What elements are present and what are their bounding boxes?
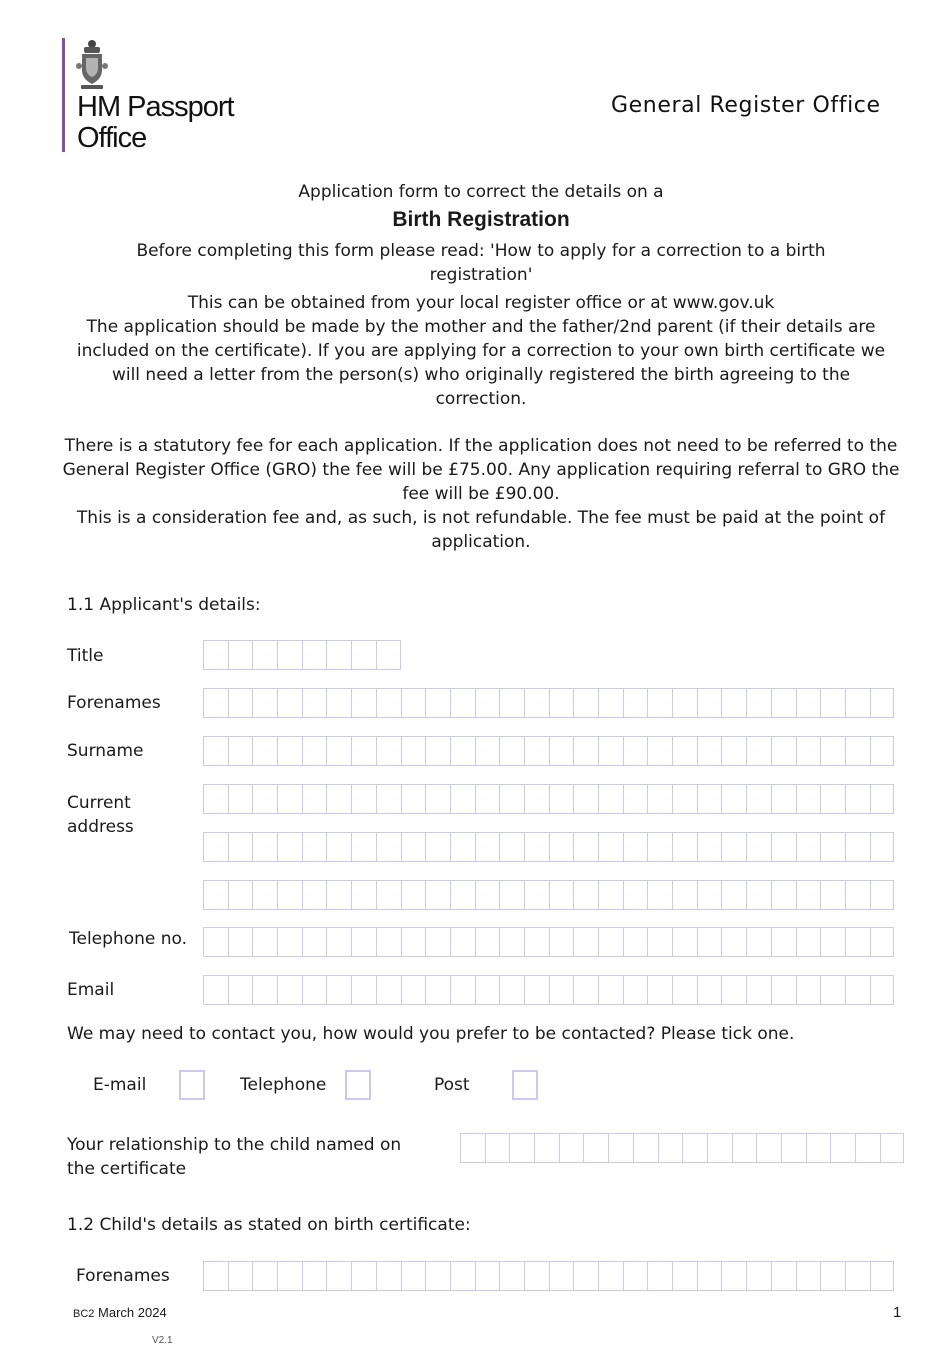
character-box[interactable]	[746, 784, 771, 814]
character-box[interactable]	[721, 975, 746, 1005]
character-box[interactable]	[302, 880, 327, 910]
character-box[interactable]	[608, 1133, 633, 1163]
character-box[interactable]	[781, 1133, 806, 1163]
character-box[interactable]	[425, 688, 450, 718]
character-box[interactable]	[277, 1261, 302, 1291]
character-box[interactable]	[721, 784, 746, 814]
contact-question: We may need to contact you, how would you prefer to be contacted? Please tick one.	[67, 1024, 795, 1044]
character-box[interactable]	[203, 736, 228, 766]
form-title: Birth Registration	[392, 208, 570, 231]
form-date: March 2024	[98, 1305, 167, 1320]
character-box[interactable]	[623, 784, 648, 814]
page-number: 1	[893, 1304, 902, 1321]
character-box[interactable]	[756, 1133, 781, 1163]
character-box[interactable]	[450, 736, 475, 766]
character-box[interactable]	[401, 736, 426, 766]
character-box[interactable]	[845, 880, 870, 910]
character-box[interactable]	[721, 736, 746, 766]
character-box[interactable]	[549, 784, 574, 814]
character-box[interactable]	[475, 1261, 500, 1291]
character-box[interactable]	[549, 975, 574, 1005]
character-box[interactable]	[376, 927, 401, 957]
character-box[interactable]	[549, 736, 574, 766]
character-box[interactable]	[647, 927, 672, 957]
character-box[interactable]	[203, 832, 228, 862]
character-box[interactable]	[647, 880, 672, 910]
character-box[interactable]	[820, 927, 845, 957]
character-box[interactable]	[376, 688, 401, 718]
character-box[interactable]	[598, 832, 623, 862]
character-box[interactable]	[524, 1261, 549, 1291]
character-box[interactable]	[672, 784, 697, 814]
email-input[interactable]	[203, 975, 894, 1005]
character-box[interactable]	[845, 736, 870, 766]
character-box[interactable]	[870, 832, 895, 862]
character-box[interactable]	[401, 784, 426, 814]
character-box[interactable]	[746, 1261, 771, 1291]
character-box[interactable]	[658, 1133, 683, 1163]
character-box[interactable]	[203, 880, 228, 910]
character-box[interactable]	[573, 927, 598, 957]
character-box[interactable]	[549, 927, 574, 957]
email-label: Email	[67, 980, 115, 1000]
brand-line-1: HM Passport	[77, 91, 234, 123]
character-box[interactable]	[598, 688, 623, 718]
character-box[interactable]	[252, 784, 277, 814]
child-forenames-input[interactable]	[203, 1261, 894, 1291]
character-box[interactable]	[721, 688, 746, 718]
character-box[interactable]	[707, 1133, 732, 1163]
character-box[interactable]	[820, 1261, 845, 1291]
character-box[interactable]	[845, 832, 870, 862]
character-box[interactable]	[376, 975, 401, 1005]
brand-name	[77, 92, 234, 154]
character-box[interactable]	[401, 880, 426, 910]
character-box[interactable]	[228, 1261, 253, 1291]
character-box[interactable]	[870, 1261, 895, 1291]
character-box[interactable]	[771, 736, 796, 766]
contact-option-post-label: Post	[434, 1075, 470, 1095]
character-box[interactable]	[326, 975, 351, 1005]
contact-email-checkbox[interactable]	[179, 1070, 205, 1100]
character-box[interactable]	[450, 688, 475, 718]
character-box[interactable]	[450, 975, 475, 1005]
character-box[interactable]	[351, 975, 376, 1005]
character-box[interactable]	[771, 688, 796, 718]
character-box[interactable]	[475, 975, 500, 1005]
character-box[interactable]	[598, 1261, 623, 1291]
character-box[interactable]	[252, 736, 277, 766]
character-box[interactable]	[721, 832, 746, 862]
office-name: General Register Office	[611, 93, 881, 118]
character-box[interactable]	[647, 784, 672, 814]
character-box[interactable]	[524, 688, 549, 718]
character-box[interactable]	[697, 688, 722, 718]
character-box[interactable]	[277, 736, 302, 766]
character-box[interactable]	[252, 1261, 277, 1291]
character-box[interactable]	[647, 832, 672, 862]
character-box[interactable]	[302, 640, 327, 670]
character-box[interactable]	[870, 927, 895, 957]
character-box[interactable]	[672, 832, 697, 862]
character-box[interactable]	[598, 927, 623, 957]
character-box[interactable]	[623, 880, 648, 910]
character-box[interactable]	[732, 1133, 757, 1163]
character-box[interactable]	[623, 1261, 648, 1291]
character-box[interactable]	[425, 736, 450, 766]
character-box[interactable]	[549, 880, 574, 910]
character-box[interactable]	[475, 688, 500, 718]
character-box[interactable]	[450, 927, 475, 957]
character-box[interactable]	[460, 1133, 485, 1163]
character-box[interactable]	[672, 688, 697, 718]
character-box[interactable]	[252, 640, 277, 670]
form-code: BC2	[73, 1308, 95, 1320]
character-box[interactable]	[228, 640, 253, 670]
refund-note: This is a consideration fee and, as such, is not refundable. The fee must be paid at the point of application.	[76, 508, 886, 552]
character-box[interactable]	[302, 927, 327, 957]
character-box[interactable]	[697, 736, 722, 766]
character-box[interactable]	[845, 927, 870, 957]
character-box[interactable]	[450, 784, 475, 814]
character-box[interactable]	[721, 927, 746, 957]
character-box[interactable]	[647, 1261, 672, 1291]
relationship-label	[67, 1133, 401, 1181]
character-box[interactable]	[796, 736, 821, 766]
character-box[interactable]	[277, 784, 302, 814]
character-box[interactable]	[228, 832, 253, 862]
character-box[interactable]	[746, 880, 771, 910]
character-box[interactable]	[820, 832, 845, 862]
character-box[interactable]	[820, 736, 845, 766]
character-box[interactable]	[425, 880, 450, 910]
character-box[interactable]	[573, 975, 598, 1005]
contact-post-checkbox[interactable]	[512, 1070, 538, 1100]
surname-label: Surname	[67, 741, 144, 761]
character-box[interactable]	[820, 975, 845, 1005]
character-box[interactable]	[475, 832, 500, 862]
character-box[interactable]	[277, 832, 302, 862]
character-box[interactable]	[499, 880, 524, 910]
character-box[interactable]	[647, 736, 672, 766]
character-box[interactable]	[549, 688, 574, 718]
character-box[interactable]	[351, 1261, 376, 1291]
character-box[interactable]	[203, 640, 228, 670]
who-applies-note: The application should be made by the mother and the father/2nd parent (if their details are included on the certificate). If you are applying for a correction to your own birth certificate we will need a letter from the person(s) who originally registered the birth agreeing to the correction.	[76, 317, 886, 409]
character-box[interactable]	[376, 784, 401, 814]
address-input-line-2[interactable]	[203, 832, 894, 862]
character-box[interactable]	[746, 975, 771, 1005]
character-box[interactable]	[401, 688, 426, 718]
relationship-label-line-2: the certificate	[67, 1159, 187, 1179]
relationship-label-line-1: Your relationship to the child named on	[67, 1135, 402, 1155]
character-box[interactable]	[524, 784, 549, 814]
character-box[interactable]	[252, 975, 277, 1005]
contact-telephone-checkbox[interactable]	[345, 1070, 371, 1100]
character-box[interactable]	[796, 832, 821, 862]
character-box[interactable]	[870, 784, 895, 814]
character-box[interactable]	[830, 1133, 855, 1163]
character-box[interactable]	[351, 927, 376, 957]
form-lead: Application form to correct the details on a	[298, 182, 664, 202]
character-box[interactable]	[203, 688, 228, 718]
address-label-line-1: Current	[67, 793, 131, 813]
character-box[interactable]	[845, 784, 870, 814]
character-box[interactable]	[401, 832, 426, 862]
character-box[interactable]	[845, 1261, 870, 1291]
character-box[interactable]	[721, 1261, 746, 1291]
character-box[interactable]	[485, 1133, 510, 1163]
character-box[interactable]	[376, 1261, 401, 1291]
character-box[interactable]	[475, 736, 500, 766]
character-box[interactable]	[697, 927, 722, 957]
title-label: Title	[67, 646, 104, 666]
character-box[interactable]	[228, 880, 253, 910]
character-box[interactable]	[509, 1133, 534, 1163]
character-box[interactable]	[870, 880, 895, 910]
character-box[interactable]	[623, 975, 648, 1005]
read-first-note: Before completing this form please read: 'How to apply for a correction to a birth registration'	[136, 241, 826, 285]
character-box[interactable]	[326, 832, 351, 862]
character-box[interactable]	[796, 688, 821, 718]
character-box[interactable]	[573, 1261, 598, 1291]
character-box[interactable]	[475, 927, 500, 957]
character-box[interactable]	[771, 975, 796, 1005]
footer-form-info	[73, 1305, 167, 1320]
royal-crest-icon	[75, 38, 109, 92]
character-box[interactable]	[524, 880, 549, 910]
character-box[interactable]	[573, 784, 598, 814]
character-box[interactable]	[302, 832, 327, 862]
title-input[interactable]	[203, 640, 401, 670]
character-box[interactable]	[524, 832, 549, 862]
character-box[interactable]	[499, 1261, 524, 1291]
character-box[interactable]	[326, 640, 351, 670]
child-heading: 1.2 Child's details as stated on birth certificate:	[67, 1215, 471, 1235]
character-box[interactable]	[870, 736, 895, 766]
character-box[interactable]	[351, 832, 376, 862]
character-box[interactable]	[499, 927, 524, 957]
character-box[interactable]	[499, 736, 524, 766]
character-box[interactable]	[302, 736, 327, 766]
character-box[interactable]	[623, 688, 648, 718]
character-box[interactable]	[633, 1133, 658, 1163]
telephone-label: Telephone no.	[69, 929, 188, 949]
character-box[interactable]	[771, 927, 796, 957]
character-box[interactable]	[450, 832, 475, 862]
character-box[interactable]	[376, 640, 401, 670]
character-box[interactable]	[796, 927, 821, 957]
applicant-heading: 1.1 Applicant's details:	[67, 595, 261, 615]
character-box[interactable]	[351, 736, 376, 766]
character-box[interactable]	[203, 1261, 228, 1291]
character-box[interactable]	[721, 880, 746, 910]
character-box[interactable]	[870, 688, 895, 718]
character-box[interactable]	[820, 784, 845, 814]
character-box[interactable]	[806, 1133, 831, 1163]
character-box[interactable]	[351, 880, 376, 910]
child-forenames-label: Forenames	[76, 1266, 170, 1286]
character-box[interactable]	[845, 688, 870, 718]
character-box[interactable]	[796, 784, 821, 814]
character-box[interactable]	[672, 927, 697, 957]
character-box[interactable]	[746, 688, 771, 718]
character-box[interactable]	[450, 880, 475, 910]
character-box[interactable]	[623, 832, 648, 862]
character-box[interactable]	[499, 688, 524, 718]
character-box[interactable]	[228, 688, 253, 718]
character-box[interactable]	[228, 927, 253, 957]
character-box[interactable]	[845, 975, 870, 1005]
character-box[interactable]	[302, 784, 327, 814]
character-box[interactable]	[475, 784, 500, 814]
character-box[interactable]	[746, 736, 771, 766]
character-box[interactable]	[672, 975, 697, 1005]
character-box[interactable]	[228, 975, 253, 1005]
character-box[interactable]	[326, 1261, 351, 1291]
address-label	[67, 791, 134, 839]
character-box[interactable]	[252, 927, 277, 957]
character-box[interactable]	[326, 688, 351, 718]
character-box[interactable]	[401, 1261, 426, 1291]
character-box[interactable]	[425, 975, 450, 1005]
character-box[interactable]	[820, 880, 845, 910]
character-box[interactable]	[771, 784, 796, 814]
address-input-line-3[interactable]	[203, 880, 894, 910]
character-box[interactable]	[559, 1133, 584, 1163]
character-box[interactable]	[425, 784, 450, 814]
character-box[interactable]	[252, 832, 277, 862]
character-box[interactable]	[302, 688, 327, 718]
character-box[interactable]	[425, 1261, 450, 1291]
forenames-label: Forenames	[67, 693, 161, 713]
address-input-line-1[interactable]	[203, 784, 894, 814]
character-box[interactable]	[203, 927, 228, 957]
character-box[interactable]	[583, 1133, 608, 1163]
character-box[interactable]	[499, 975, 524, 1005]
character-box[interactable]	[524, 736, 549, 766]
character-box[interactable]	[450, 1261, 475, 1291]
character-box[interactable]	[697, 784, 722, 814]
character-box[interactable]	[697, 880, 722, 910]
character-box[interactable]	[672, 736, 697, 766]
character-box[interactable]	[534, 1133, 559, 1163]
character-box[interactable]	[376, 832, 401, 862]
character-box[interactable]	[326, 784, 351, 814]
character-box[interactable]	[401, 975, 426, 1005]
character-box[interactable]	[820, 688, 845, 718]
character-box[interactable]	[228, 784, 253, 814]
character-box[interactable]	[573, 688, 598, 718]
character-box[interactable]	[252, 880, 277, 910]
character-box[interactable]	[277, 688, 302, 718]
surname-input[interactable]	[203, 736, 894, 766]
character-box[interactable]	[549, 1261, 574, 1291]
character-box[interactable]	[351, 640, 376, 670]
relationship-input[interactable]	[460, 1133, 904, 1163]
character-box[interactable]	[771, 1261, 796, 1291]
character-box[interactable]	[796, 1261, 821, 1291]
character-box[interactable]	[697, 975, 722, 1005]
character-box[interactable]	[425, 927, 450, 957]
contact-option-telephone-label: Telephone	[240, 1075, 327, 1095]
brand-line-2: Office	[77, 122, 147, 154]
character-box[interactable]	[880, 1133, 905, 1163]
fee-note: There is a statutory fee for each application. If the application does not need to be referred to the General Register Office (GRO) the fee will be £75.00. Any application requiring referral to GRO the fee will be £90.00.	[62, 436, 900, 504]
character-box[interactable]	[647, 688, 672, 718]
character-box[interactable]	[598, 975, 623, 1005]
contact-option-email-label: E-mail	[93, 1075, 147, 1095]
character-box[interactable]	[855, 1133, 880, 1163]
brand-accent-bar	[62, 38, 65, 152]
character-box[interactable]	[746, 832, 771, 862]
character-box[interactable]	[672, 880, 697, 910]
character-box[interactable]	[573, 736, 598, 766]
character-box[interactable]	[302, 975, 327, 1005]
character-box[interactable]	[499, 832, 524, 862]
character-box[interactable]	[598, 736, 623, 766]
character-box[interactable]	[672, 1261, 697, 1291]
character-box[interactable]	[623, 736, 648, 766]
character-box[interactable]	[573, 832, 598, 862]
character-box[interactable]	[228, 736, 253, 766]
character-box[interactable]	[277, 640, 302, 670]
character-box[interactable]	[252, 688, 277, 718]
character-box[interactable]	[326, 927, 351, 957]
address-label-line-2: address	[67, 817, 134, 837]
character-box[interactable]	[351, 688, 376, 718]
character-box[interactable]	[302, 1261, 327, 1291]
character-box[interactable]	[351, 784, 376, 814]
character-box[interactable]	[326, 736, 351, 766]
character-box[interactable]	[598, 784, 623, 814]
character-box[interactable]	[549, 832, 574, 862]
forenames-input[interactable]	[203, 688, 894, 718]
character-box[interactable]	[277, 975, 302, 1005]
character-box[interactable]	[203, 975, 228, 1005]
character-box[interactable]	[376, 880, 401, 910]
character-box[interactable]	[376, 736, 401, 766]
character-box[interactable]	[277, 927, 302, 957]
character-box[interactable]	[524, 975, 549, 1005]
character-box[interactable]	[870, 975, 895, 1005]
character-box[interactable]	[623, 927, 648, 957]
character-box[interactable]	[573, 880, 598, 910]
character-box[interactable]	[697, 832, 722, 862]
form-version: V2.1	[152, 1335, 173, 1346]
character-box[interactable]	[326, 880, 351, 910]
character-box[interactable]	[746, 927, 771, 957]
character-box[interactable]	[499, 784, 524, 814]
character-box[interactable]	[647, 975, 672, 1005]
character-box[interactable]	[203, 784, 228, 814]
character-box[interactable]	[771, 832, 796, 862]
character-box[interactable]	[796, 975, 821, 1005]
character-box[interactable]	[796, 880, 821, 910]
character-box[interactable]	[425, 832, 450, 862]
character-box[interactable]	[771, 880, 796, 910]
character-box[interactable]	[401, 927, 426, 957]
character-box[interactable]	[524, 927, 549, 957]
character-box[interactable]	[598, 880, 623, 910]
character-box[interactable]	[682, 1133, 707, 1163]
telephone-input[interactable]	[203, 927, 894, 957]
obtain-note: This can be obtained from your local register office or at www.gov.uk	[187, 293, 775, 313]
character-box[interactable]	[475, 880, 500, 910]
character-box[interactable]	[277, 880, 302, 910]
character-box[interactable]	[697, 1261, 722, 1291]
